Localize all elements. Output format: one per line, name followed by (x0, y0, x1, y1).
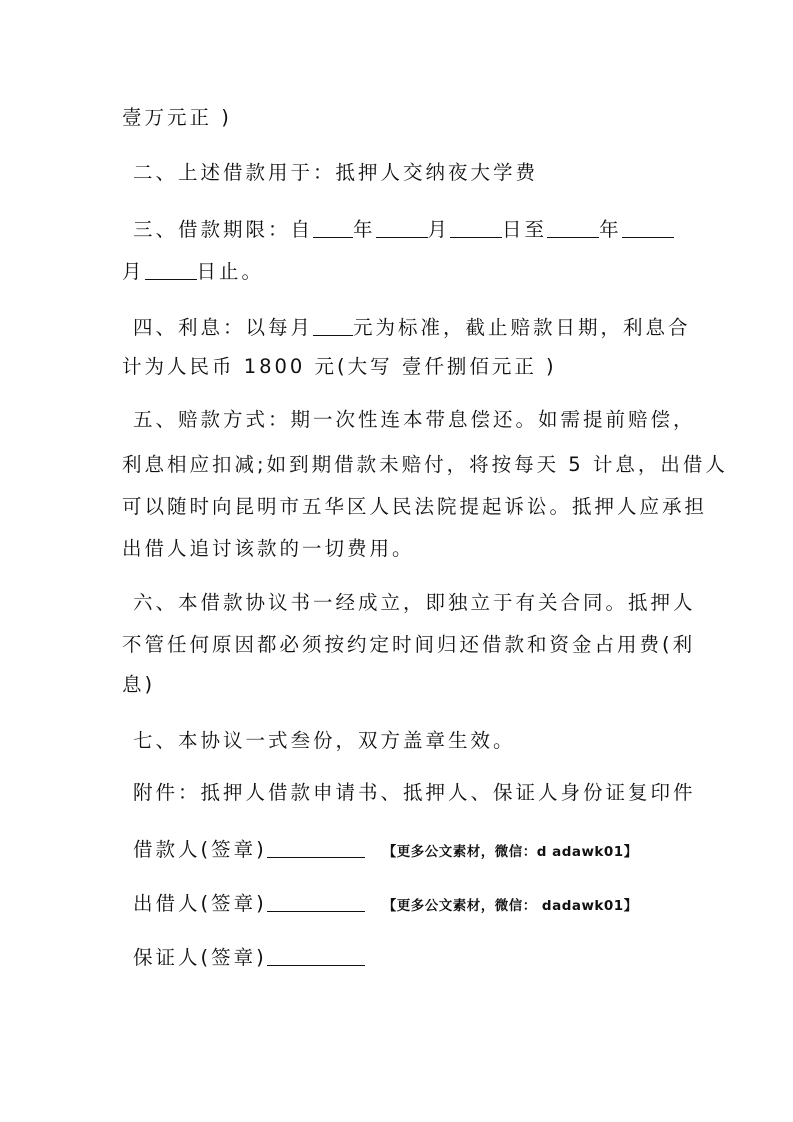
text-line-independence-3: 息) (122, 673, 156, 696)
text-line-independence-2: 不管任何原因都必须按约定时间归还借款和资金占用费(利 (122, 633, 696, 656)
text-line-repayment-4: 出借人追讨该款的一切费用。 (122, 537, 415, 560)
signature-blank-lender (267, 893, 365, 912)
watermark-note: 【更多公文素材，微信：d adawk01】 (382, 844, 638, 860)
signature-line-lender: 出借人(签章) 【更多公文素材，微信： dadawk01】 (133, 892, 638, 915)
blank-start-day (450, 219, 502, 238)
text-line-interest: 四、利息：以每月 元为标准，截止赔款日期，利息合 (133, 316, 691, 339)
text-line-attachments: 附件：抵押人借款申请书、抵押人、保证人身份证复印件 (133, 781, 696, 804)
blank-end-year (547, 219, 599, 238)
text-line-interest-total: 计为人民币 1800 元(大写 壹仟捌佰元正 ) (122, 355, 557, 378)
signature-blank-borrower (267, 839, 365, 858)
blank-start-month (376, 219, 428, 238)
signature-line-borrower: 借款人(签章) 【更多公文素材，微信：d adawk01】 (133, 838, 638, 861)
blank-end-day (145, 261, 197, 280)
text-line-term: 三、借款期限：自 年 月 日至 年 (133, 219, 674, 240)
signature-line-guarantor: 保证人(签章) (133, 947, 365, 968)
text-line-independence: 六、本借款协议书一经成立，即独立于有关合同。抵押人 (133, 591, 696, 614)
text-line-term-end: 月 日止。 (122, 260, 265, 283)
text-line-amount-end: 壹万元正 ) (122, 106, 232, 129)
blank-monthly-amount (313, 317, 353, 336)
blank-end-month (622, 219, 674, 238)
text-line-repayment-2: 利息相应扣减;如到期借款未赔付，将按每天 5 计息，出借人 (122, 453, 728, 476)
signature-blank-guarantor (267, 947, 365, 966)
text-line-purpose: 二、上述借款用于：抵押人交纳夜大学费 (133, 161, 539, 184)
text-line-repayment: 五、赔款方式：期一次性连本带息偿还。如需提前赔偿， (133, 408, 696, 431)
watermark-note: 【更多公文素材，微信： dadawk01】 (382, 898, 638, 914)
text-line-copies: 七、本协议一式叁份，双方盖章生效。 (133, 729, 516, 752)
text-line-repayment-3: 可以随时向昆明市五华区人民法院提起诉讼。抵押人应承担 (122, 495, 708, 518)
blank-start-year (313, 219, 353, 238)
